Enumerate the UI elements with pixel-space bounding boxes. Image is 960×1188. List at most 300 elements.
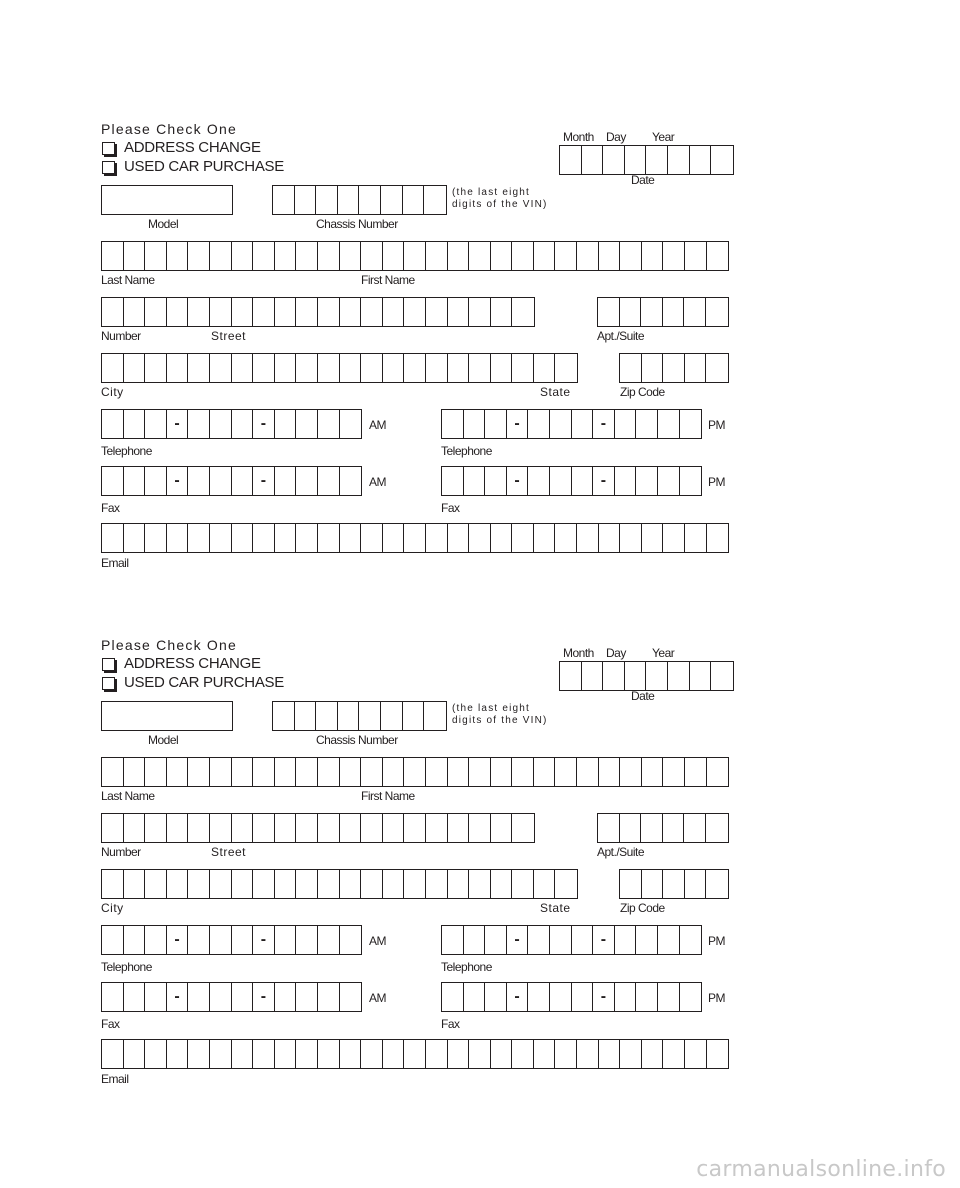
char-cell[interactable] [577,242,599,270]
char-cell[interactable] [448,1040,470,1068]
char-cell[interactable] [582,146,604,174]
char-cell[interactable] [663,354,685,382]
char-cell[interactable] [685,1040,707,1068]
char-cell[interactable] [102,354,124,382]
char-cell[interactable] [232,242,254,270]
char-cell[interactable] [469,870,491,898]
char-cell[interactable] [340,926,362,954]
char-cell[interactable] [124,870,146,898]
telephone-am-input[interactable] [101,409,362,439]
char-cell[interactable] [663,242,685,270]
char-cell[interactable] [253,758,275,786]
char-cell[interactable] [232,758,254,786]
char-cell[interactable] [275,758,297,786]
char-cell[interactable] [210,354,232,382]
char-cell[interactable] [512,524,534,552]
char-cell[interactable] [663,298,685,326]
char-cell[interactable] [102,298,124,326]
char-cell[interactable] [534,870,556,898]
char-cell[interactable] [706,298,728,326]
char-cell[interactable] [210,298,232,326]
char-cell[interactable] [275,298,297,326]
char-cell[interactable] [102,242,124,270]
char-cell[interactable] [642,870,664,898]
char-cell[interactable] [361,242,383,270]
char-cell[interactable] [361,758,383,786]
char-cell[interactable] [555,758,577,786]
char-cell[interactable] [210,983,232,1011]
char-cell[interactable] [102,870,124,898]
char-cell[interactable] [102,814,124,842]
char-cell[interactable] [620,242,642,270]
char-cell[interactable] [426,870,448,898]
char-cell[interactable] [167,814,189,842]
char-cell[interactable] [145,870,167,898]
char-cell[interactable] [598,814,620,842]
char-cell[interactable] [512,1040,534,1068]
checkbox-icon[interactable] [102,658,115,671]
char-cell[interactable] [124,814,146,842]
char-cell[interactable] [620,758,642,786]
char-cell[interactable] [491,354,513,382]
char-cell[interactable] [318,298,340,326]
char-cell[interactable] [124,242,146,270]
char-cell[interactable] [491,870,513,898]
char-cell[interactable] [646,662,668,690]
char-cell[interactable] [615,926,637,954]
telephone-am-input[interactable] [101,925,362,955]
char-cell[interactable] [381,702,403,730]
char-cell[interactable] [424,186,446,214]
char-cell[interactable] [512,814,534,842]
char-cell[interactable] [296,926,318,954]
char-cell[interactable] [102,758,124,786]
char-cell[interactable] [599,758,621,786]
char-cell[interactable] [296,524,318,552]
char-cell[interactable] [210,242,232,270]
char-cell[interactable] [102,926,124,954]
char-cell[interactable] [485,926,507,954]
email-input[interactable] [101,523,729,553]
char-cell[interactable] [464,983,486,1011]
address-change-option[interactable] [102,655,261,673]
char-cell[interactable] [188,1040,210,1068]
char-cell[interactable] [232,926,254,954]
char-cell[interactable] [296,1040,318,1068]
char-cell[interactable] [599,1040,621,1068]
char-cell[interactable] [625,146,647,174]
char-cell[interactable] [361,1040,383,1068]
char-cell[interactable] [464,410,486,438]
char-cell[interactable] [145,926,167,954]
char-cell[interactable] [528,467,550,495]
char-cell[interactable] [711,146,733,174]
char-cell[interactable] [318,1040,340,1068]
char-cell[interactable] [316,186,338,214]
char-cell[interactable] [124,758,146,786]
char-cell[interactable] [711,662,733,690]
char-cell[interactable] [646,146,668,174]
char-cell[interactable] [383,758,405,786]
char-cell[interactable] [232,1040,254,1068]
char-cell[interactable] [210,410,232,438]
char-cell[interactable] [426,814,448,842]
char-cell[interactable] [340,870,362,898]
char-cell[interactable] [210,758,232,786]
char-cell[interactable] [599,242,621,270]
char-cell[interactable] [685,870,707,898]
char-cell[interactable] [641,814,663,842]
model-input[interactable] [101,701,233,731]
char-cell[interactable] [275,814,297,842]
char-cell[interactable] [680,410,702,438]
char-cell[interactable] [426,758,448,786]
char-cell[interactable] [442,410,464,438]
char-cell[interactable] [448,758,470,786]
char-cell[interactable] [210,524,232,552]
char-cell[interactable] [469,758,491,786]
char-cell[interactable] [383,870,405,898]
char-cell[interactable] [706,354,728,382]
char-cell[interactable] [145,410,167,438]
email-input[interactable] [101,1039,729,1069]
char-cell[interactable] [318,870,340,898]
char-cell[interactable] [124,354,146,382]
char-cell[interactable] [615,467,637,495]
char-cell[interactable] [275,926,297,954]
char-cell[interactable] [318,467,340,495]
zip-code-input[interactable] [619,869,729,899]
char-cell[interactable] [340,1040,362,1068]
chassis-number-input[interactable] [272,185,447,215]
char-cell[interactable] [512,870,534,898]
char-cell[interactable] [663,1040,685,1068]
char-cell[interactable] [528,410,550,438]
char-cell[interactable] [404,1040,426,1068]
apt-suite-input[interactable] [597,297,729,327]
char-cell[interactable] [707,242,729,270]
char-cell[interactable] [707,1040,729,1068]
char-cell[interactable] [658,467,680,495]
char-cell[interactable] [232,298,254,326]
char-cell[interactable] [620,524,642,552]
char-cell[interactable] [426,298,448,326]
char-cell[interactable] [145,524,167,552]
char-cell[interactable] [145,354,167,382]
char-cell[interactable] [636,926,658,954]
char-cell[interactable] [448,814,470,842]
char-cell[interactable] [448,524,470,552]
char-cell[interactable] [275,524,297,552]
char-cell[interactable] [555,524,577,552]
char-cell[interactable] [404,524,426,552]
char-cell[interactable] [572,467,594,495]
char-cell[interactable] [145,242,167,270]
char-cell[interactable] [598,298,620,326]
char-cell[interactable] [685,242,707,270]
char-cell[interactable] [273,702,295,730]
char-cell[interactable] [485,467,507,495]
char-cell[interactable] [426,242,448,270]
char-cell[interactable] [232,814,254,842]
char-cell[interactable] [102,410,124,438]
char-cell[interactable] [145,298,167,326]
char-cell[interactable] [668,662,690,690]
char-cell[interactable] [383,298,405,326]
zip-code-input[interactable] [619,353,729,383]
char-cell[interactable] [210,467,232,495]
char-cell[interactable] [469,242,491,270]
char-cell[interactable] [550,983,572,1011]
char-cell[interactable] [620,354,642,382]
city-state-input[interactable] [101,869,578,899]
char-cell[interactable] [534,354,556,382]
char-cell[interactable] [582,662,604,690]
char-cell[interactable] [448,242,470,270]
char-cell[interactable] [599,524,621,552]
char-cell[interactable] [426,354,448,382]
char-cell[interactable] [167,524,189,552]
char-cell[interactable] [296,467,318,495]
checkbox-icon[interactable] [102,142,115,155]
char-cell[interactable] [424,702,446,730]
char-cell[interactable] [296,758,318,786]
char-cell[interactable] [124,467,146,495]
char-cell[interactable] [534,1040,556,1068]
char-cell[interactable] [404,870,426,898]
char-cell[interactable] [318,758,340,786]
char-cell[interactable] [534,242,556,270]
used-car-purchase-option[interactable] [102,674,284,692]
char-cell[interactable] [361,524,383,552]
char-cell[interactable] [253,524,275,552]
char-cell[interactable] [663,870,685,898]
telephone-pm-input[interactable] [441,409,702,439]
char-cell[interactable] [383,524,405,552]
char-cell[interactable] [102,524,124,552]
char-cell[interactable] [469,354,491,382]
char-cell[interactable] [383,354,405,382]
char-cell[interactable] [512,354,534,382]
char-cell[interactable] [550,467,572,495]
fax-am-input[interactable] [101,982,362,1012]
char-cell[interactable] [641,298,663,326]
char-cell[interactable] [340,814,362,842]
char-cell[interactable] [124,410,146,438]
char-cell[interactable] [124,983,146,1011]
char-cell[interactable] [615,983,637,1011]
char-cell[interactable] [658,410,680,438]
char-cell[interactable] [253,870,275,898]
char-cell[interactable] [295,702,317,730]
char-cell[interactable] [318,814,340,842]
char-cell[interactable] [572,410,594,438]
char-cell[interactable] [464,926,486,954]
char-cell[interactable] [318,354,340,382]
char-cell[interactable] [404,758,426,786]
char-cell[interactable] [167,354,189,382]
char-cell[interactable] [469,298,491,326]
char-cell[interactable] [485,410,507,438]
name-input[interactable] [101,241,729,271]
char-cell[interactable] [210,1040,232,1068]
char-cell[interactable] [359,702,381,730]
char-cell[interactable] [102,983,124,1011]
date-input[interactable] [559,661,734,691]
name-input[interactable] [101,757,729,787]
char-cell[interactable] [275,410,297,438]
char-cell[interactable] [188,814,210,842]
char-cell[interactable] [642,354,664,382]
char-cell[interactable] [625,662,647,690]
fax-pm-input[interactable] [441,982,702,1012]
char-cell[interactable] [469,1040,491,1068]
char-cell[interactable] [426,1040,448,1068]
chassis-number-input[interactable] [272,701,447,731]
char-cell[interactable] [340,467,362,495]
char-cell[interactable] [577,1040,599,1068]
char-cell[interactable] [685,758,707,786]
char-cell[interactable] [706,870,728,898]
char-cell[interactable] [690,146,712,174]
char-cell[interactable] [340,298,362,326]
char-cell[interactable] [555,870,577,898]
char-cell[interactable] [685,524,707,552]
char-cell[interactable] [318,983,340,1011]
char-cell[interactable] [145,983,167,1011]
char-cell[interactable] [442,983,464,1011]
char-cell[interactable] [145,1040,167,1068]
char-cell[interactable] [663,814,685,842]
char-cell[interactable] [167,758,189,786]
char-cell[interactable] [188,410,210,438]
char-cell[interactable] [528,983,550,1011]
char-cell[interactable] [404,298,426,326]
char-cell[interactable] [680,467,702,495]
city-state-input[interactable] [101,353,578,383]
char-cell[interactable] [636,410,658,438]
char-cell[interactable] [469,814,491,842]
char-cell[interactable] [296,983,318,1011]
char-cell[interactable] [491,758,513,786]
char-cell[interactable] [555,354,577,382]
char-cell[interactable] [167,298,189,326]
char-cell[interactable] [253,354,275,382]
char-cell[interactable] [404,814,426,842]
char-cell[interactable] [469,524,491,552]
char-cell[interactable] [167,242,189,270]
char-cell[interactable] [403,702,425,730]
char-cell[interactable] [296,354,318,382]
char-cell[interactable] [296,242,318,270]
char-cell[interactable] [232,467,254,495]
char-cell[interactable] [232,524,254,552]
char-cell[interactable] [491,298,513,326]
char-cell[interactable] [577,758,599,786]
char-cell[interactable] [642,524,664,552]
char-cell[interactable] [359,186,381,214]
char-cell[interactable] [167,1040,189,1068]
char-cell[interactable] [253,1040,275,1068]
char-cell[interactable] [577,524,599,552]
char-cell[interactable] [684,814,706,842]
char-cell[interactable] [550,926,572,954]
char-cell[interactable] [491,1040,513,1068]
char-cell[interactable] [188,758,210,786]
char-cell[interactable] [707,524,729,552]
char-cell[interactable] [338,702,360,730]
char-cell[interactable] [210,926,232,954]
char-cell[interactable] [668,146,690,174]
char-cell[interactable] [512,242,534,270]
char-cell[interactable] [124,1040,146,1068]
char-cell[interactable] [124,524,146,552]
char-cell[interactable] [188,870,210,898]
char-cell[interactable] [253,242,275,270]
char-cell[interactable] [145,814,167,842]
char-cell[interactable] [642,242,664,270]
char-cell[interactable] [620,298,642,326]
char-cell[interactable] [232,870,254,898]
char-cell[interactable] [680,983,702,1011]
char-cell[interactable] [658,926,680,954]
char-cell[interactable] [706,814,728,842]
char-cell[interactable] [636,467,658,495]
char-cell[interactable] [275,1040,297,1068]
char-cell[interactable] [636,983,658,1011]
char-cell[interactable] [340,983,362,1011]
char-cell[interactable] [550,410,572,438]
char-cell[interactable] [340,524,362,552]
char-cell[interactable] [442,926,464,954]
checkbox-icon[interactable] [102,161,115,174]
char-cell[interactable] [167,870,189,898]
char-cell[interactable] [145,467,167,495]
char-cell[interactable] [275,870,297,898]
char-cell[interactable] [232,354,254,382]
char-cell[interactable] [188,524,210,552]
char-cell[interactable] [448,870,470,898]
char-cell[interactable] [512,758,534,786]
char-cell[interactable] [642,1040,664,1068]
char-cell[interactable] [491,814,513,842]
char-cell[interactable] [528,926,550,954]
char-cell[interactable] [340,242,362,270]
char-cell[interactable] [273,186,295,214]
char-cell[interactable] [188,467,210,495]
char-cell[interactable] [603,662,625,690]
char-cell[interactable] [188,354,210,382]
char-cell[interactable] [275,354,297,382]
fax-pm-input[interactable] [441,466,702,496]
char-cell[interactable] [381,186,403,214]
char-cell[interactable] [404,354,426,382]
char-cell[interactable] [534,758,556,786]
char-cell[interactable] [383,1040,405,1068]
char-cell[interactable] [338,186,360,214]
char-cell[interactable] [620,814,642,842]
char-cell[interactable] [340,354,362,382]
char-cell[interactable] [383,814,405,842]
char-cell[interactable] [232,983,254,1011]
char-cell[interactable] [512,298,534,326]
apt-suite-input[interactable] [597,813,729,843]
char-cell[interactable] [316,702,338,730]
char-cell[interactable] [426,524,448,552]
char-cell[interactable] [361,298,383,326]
char-cell[interactable] [124,298,146,326]
char-cell[interactable] [318,524,340,552]
